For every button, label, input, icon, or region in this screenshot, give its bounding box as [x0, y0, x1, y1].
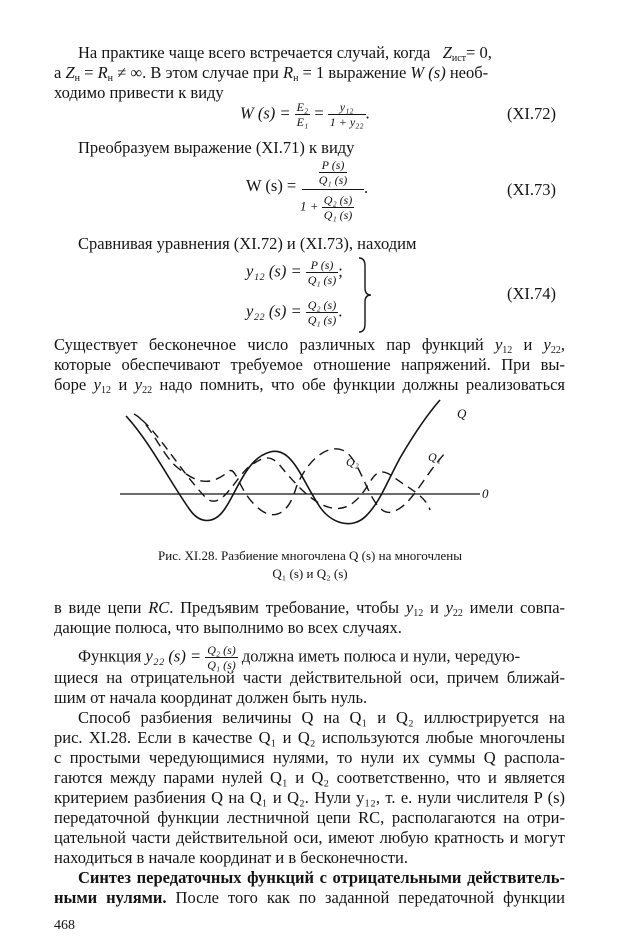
figure-xi-28 — [110, 392, 510, 552]
equation-number: (XI.73) — [507, 180, 557, 199]
paragraph-line: боре $y_{12}$ и $y_{22}$ надо помнить, что обе функции должны реализоваться — [54, 375, 566, 396]
paragraph-line: а $Z_н = R_н$ ≠ ∞. В этом случае при $R_н = 1$ выражение W (s) необ- — [54, 63, 489, 84]
paragraph-line: передаточной функции лестничной цепи RC, располагаются на отри- — [54, 808, 565, 827]
equation-xi-73-denominator: 1 + $\frac{\text{Q₂ (s)}}{\text{Q₁ (s)}}$ — [300, 193, 353, 222]
equation-xi-73-fraction: $\frac{P (s)}{\text{Q₁ (s)}}$ — [318, 158, 348, 187]
paragraph-line: щиеся на отрицательной части действительной оси, причем ближай- — [54, 668, 565, 687]
paragraph-line: находиться в начале координат и в бесконечности. — [54, 848, 408, 867]
curve-Q1 — [134, 414, 446, 515]
paragraph-line: Преобразуем выражение (XI.71) к виду — [78, 138, 355, 157]
equation-number: (XI.72) — [507, 104, 557, 123]
equation-xi-74a: y₁₂ (s) = $\frac{P (s)}{\text{Q₁ (s)}}$ ; — [246, 258, 343, 287]
paragraph-line: дающие полюса, что выполнимо во всех случаях. — [54, 618, 402, 637]
figure-caption: Рис. XI.28. Разбиение многочлена Q (s) на многочлены — [158, 548, 462, 563]
paragraph-line: рис. XI.28. Если в качестве Q₁ и Q₂ используются любые многочлены — [54, 728, 565, 747]
paragraph-line: в виде цепи RC. Предъявим требование, чтобы $y_{12}$ и $y_{22}$ имели совпа- — [54, 598, 566, 619]
curve-Q2 — [142, 420, 430, 510]
paragraph-line: ходимо привести к виду — [54, 83, 224, 102]
right-brace-icon — [355, 256, 375, 334]
paragraph-line: Существует бесконечное число различных пар функций $y_{12}$ и $y_{22}$, — [54, 335, 565, 356]
equation-number: (XI.74) — [507, 284, 557, 303]
paragraph-line: которые обеспечивают требуемое отношение напряжений. При вы- — [54, 355, 565, 374]
section-heading: Синтез передаточных функций с отрицательными действитель- — [78, 868, 565, 887]
equation-xi-72: W (s) = $\frac{\text{E₂}}{\text{E₁}}$ = $\frac{\text{y₁₂}}{\text{1 + y₂₂}}$ . — [240, 100, 370, 129]
main-fraction-bar — [302, 189, 364, 190]
label-Q: Q — [457, 406, 467, 421]
paragraph-line: ными нулями. После того как по заданной передаточной функции — [54, 888, 565, 907]
label-Q1: Q₁ — [428, 450, 441, 464]
figure-caption: Q₁ (s) и Q₂ (s) — [272, 566, 348, 581]
paragraph-line: Сравнивая уравнения (XI.72) и (XI.73), находим — [78, 234, 417, 253]
paragraph-line: с простыми чередующимися нулями, то нули их суммы Q распола- — [54, 748, 565, 767]
paragraph-line: цательной части действительной оси, имеют любую кратность и могут — [54, 828, 565, 847]
page-number: 468 — [54, 918, 75, 933]
paragraph-line: критерием разбиения Q на Q₁ и Q₂. Нули y₁₂, т. е. нули числителя P (s) — [54, 788, 565, 807]
paragraph-line: На практике чаще всего встречается случай, когда $Z_{ист}= 0$, — [78, 43, 492, 64]
equation-xi-73-lhs: W (s) = — [246, 176, 297, 195]
label-origin: 0 — [482, 486, 489, 501]
paragraph-line: гаются между парами нулей Q₁ и Q₂ соответственно, что и является — [54, 768, 565, 787]
equation-end: . — [364, 178, 369, 197]
equation-xi-74b: y₂₂ (s) = $\frac{\text{Q₂ (s)}}{\text{Q₁ (s)}}$ . — [246, 298, 343, 327]
paragraph-line: Способ разбиения величины Q на Q₁ и Q₂ иллюстрируется на — [78, 708, 565, 727]
label-Q2: Q₂ — [346, 455, 359, 469]
paragraph-line: шим от начала координат должен быть нуль. — [54, 688, 368, 707]
curve-Q — [126, 400, 440, 524]
paragraph-line: Функция y₂₂ (s) = $\frac{\text{Q₂ (s)}}{\text{Q₁ (s)}}$ должна иметь полюса и нули, чередую- — [78, 643, 521, 672]
